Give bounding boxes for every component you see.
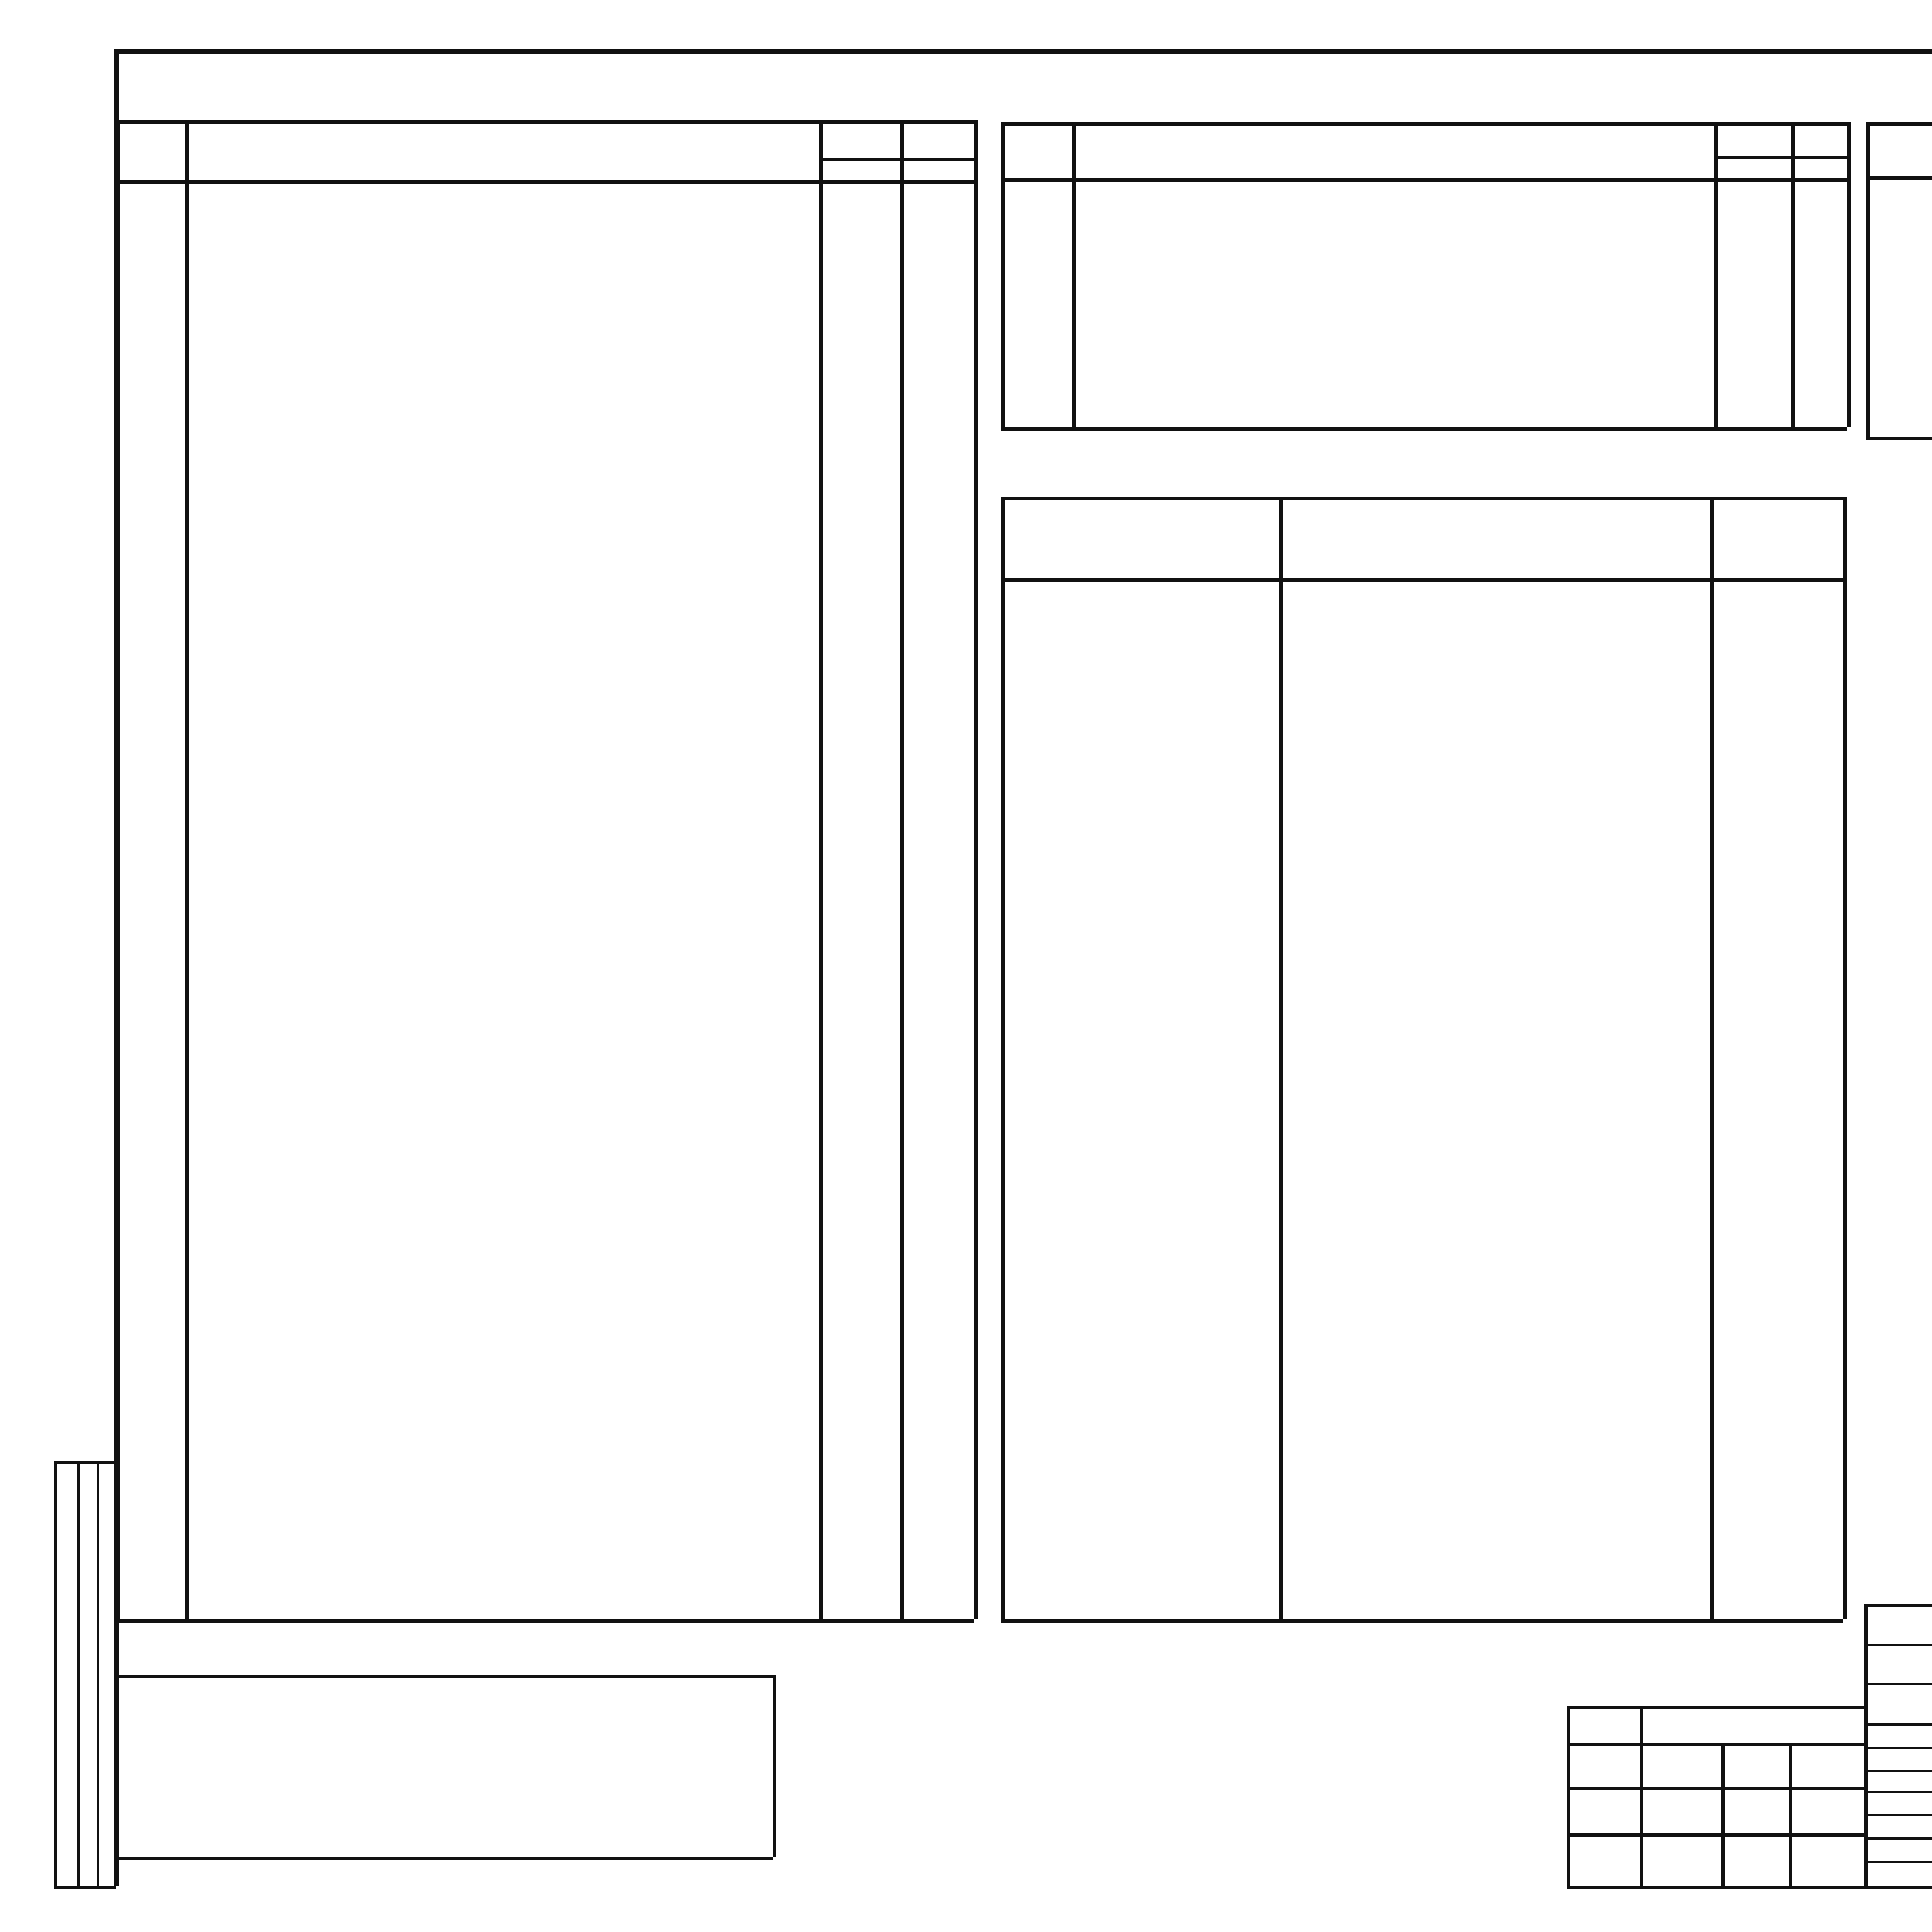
horizontal-rule: [116, 1619, 974, 1623]
vertical-rule: [185, 120, 189, 1619]
horizontal-rule: [1864, 1770, 1932, 1772]
horizontal-rule: [1001, 122, 1847, 126]
horizontal-rule: [1001, 1619, 1843, 1623]
vertical-rule: [97, 1461, 99, 1886]
horizontal-rule: [1864, 1683, 1932, 1685]
vertical-rule: [1714, 122, 1718, 427]
horizontal-rule: [1864, 1644, 1932, 1646]
vertical-rule: [1001, 497, 1005, 1619]
horizontal-rule: [1567, 1706, 1864, 1709]
horizontal-rule: [1864, 1747, 1932, 1749]
horizontal-rule: [1001, 427, 1847, 431]
vertical-rule: [819, 120, 823, 1619]
vertical-rule: [974, 120, 978, 1619]
vertical-rule: [1791, 122, 1795, 427]
vertical-rule: [54, 1461, 57, 1886]
horizontal-rule: [1567, 1743, 1864, 1746]
horizontal-rule: [1864, 1791, 1932, 1793]
vertical-rule: [1567, 1706, 1570, 1886]
horizontal-rule: [1001, 178, 1847, 182]
horizontal-rule: [1866, 176, 1932, 180]
vertical-rule: [1721, 1743, 1725, 1886]
horizontal-rule: [1567, 1787, 1864, 1790]
horizontal-rule: [1714, 156, 1847, 159]
horizontal-rule: [54, 1461, 116, 1464]
vertical-rule: [1866, 122, 1870, 437]
horizontal-rule: [54, 1886, 116, 1889]
horizontal-rule: [116, 180, 974, 184]
vertical-rule: [1847, 122, 1851, 427]
horizontal-rule: [1864, 1886, 1932, 1889]
horizontal-rule: [1866, 437, 1932, 440]
horizontal-rule: [1001, 578, 1843, 582]
horizontal-rule: [1864, 1723, 1932, 1726]
vertical-rule: [77, 1461, 80, 1886]
horizontal-rule: [114, 1675, 773, 1678]
vertical-rule: [1072, 122, 1076, 427]
horizontal-rule: [1864, 1814, 1932, 1816]
vertical-rule: [1789, 1743, 1792, 1886]
horizontal-rule: [1567, 1886, 1864, 1889]
horizontal-rule: [1866, 122, 1932, 126]
horizontal-rule: [114, 1857, 773, 1860]
horizontal-rule: [1001, 497, 1843, 500]
vertical-rule: [773, 1675, 776, 1857]
vertical-rule: [1001, 122, 1005, 427]
vertical-rule: [900, 120, 904, 1619]
horizontal-rule: [819, 158, 974, 161]
vertical-rule: [1710, 497, 1714, 1619]
horizontal-rule: [116, 120, 974, 124]
horizontal-rule: [1567, 1833, 1864, 1837]
vertical-rule: [116, 120, 120, 1619]
horizontal-rule: [1864, 1604, 1932, 1607]
horizontal-rule: [1864, 1861, 1932, 1863]
vertical-rule: [1640, 1706, 1643, 1886]
horizontal-rule: [116, 49, 1932, 54]
horizontal-rule: [1864, 1837, 1932, 1840]
vertical-rule: [1843, 497, 1847, 1619]
vertical-rule: [1279, 497, 1283, 1619]
